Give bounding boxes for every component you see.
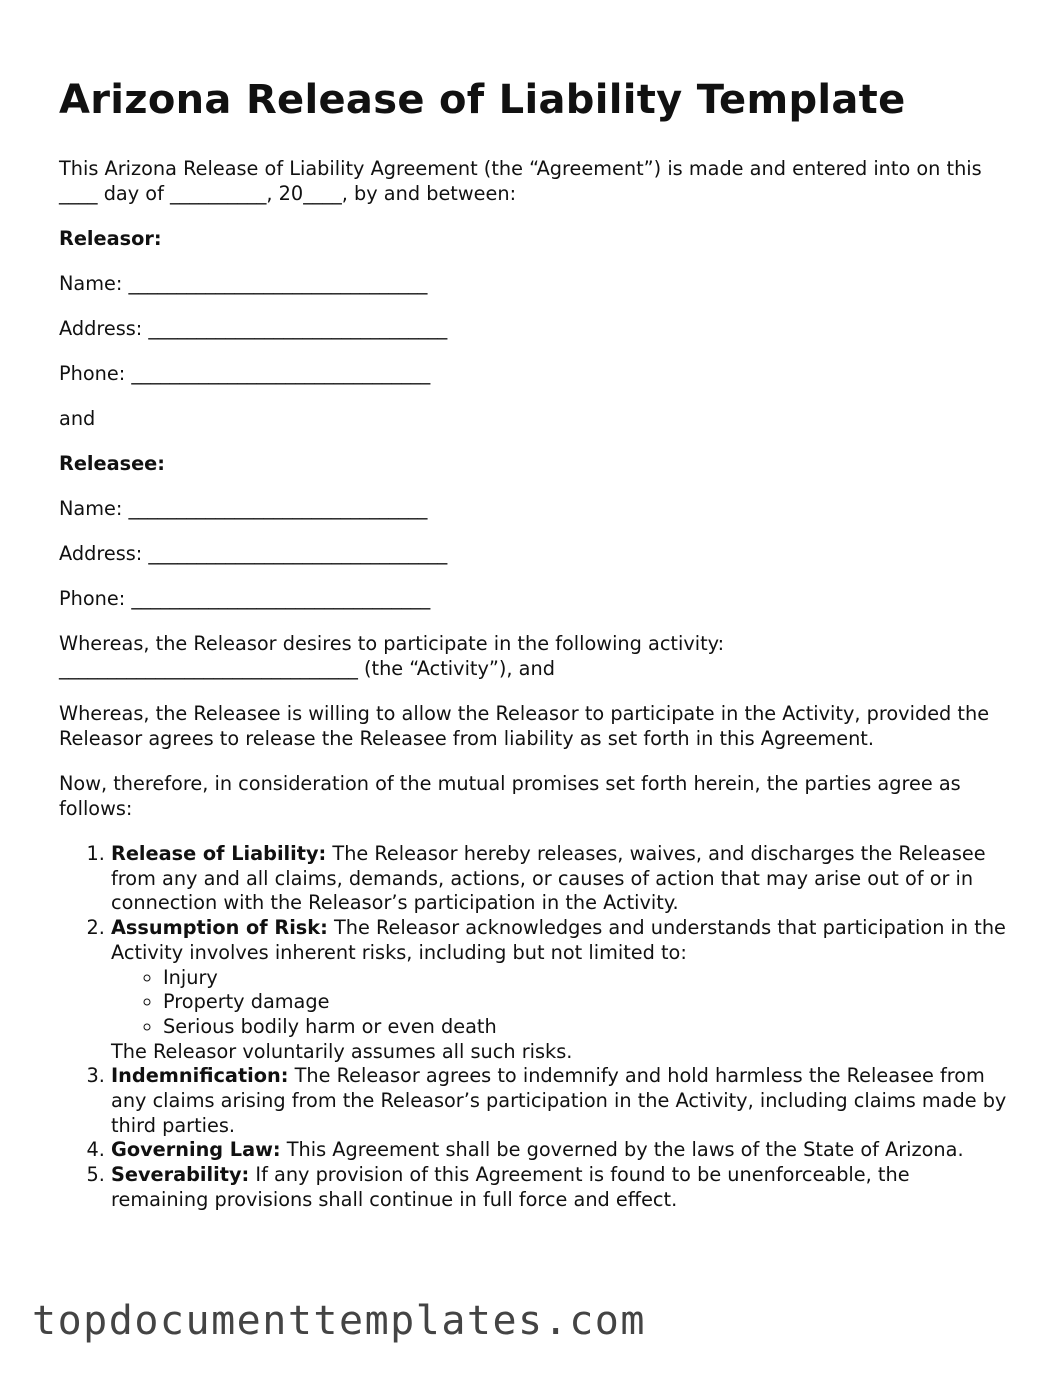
clause-heading: Indemnification: (111, 1064, 289, 1088)
site-watermark: topdocumenttemplates.com (32, 1298, 646, 1344)
clauses-list (59, 842, 1009, 1213)
clause-severability (111, 1163, 1009, 1212)
clause-assumption-of-risk (111, 916, 1009, 1064)
releasor-phone-field: Phone: _______________________________ (59, 362, 431, 385)
clause-heading: Release of Liability: (111, 842, 327, 865)
risks-list (111, 966, 1009, 1040)
clause-indemnification (111, 1064, 1009, 1138)
clause-text: The Releasor acknowledges and understands that participation in the Activity involves inherent risks, including but not limited to: (111, 916, 1006, 964)
whereas-releasee-paragraph: Whereas, the Releasee is willing to allow the Releasor to participate in the Activity, provided the Releasor agrees to release the Releasee from liability as set forth in this Agreement. (59, 702, 990, 750)
releasee-phone-field: Phone: _______________________________ (59, 587, 431, 610)
releasor-address-field: Address: _______________________________ (59, 317, 448, 340)
clause-governing-law (111, 1138, 1009, 1163)
releasee-heading: Releasee: (59, 452, 165, 475)
releasee-address-field: Address: _______________________________ (59, 542, 448, 565)
clause-heading: Governing Law: (111, 1138, 281, 1162)
document-page (59, 72, 1009, 1213)
risk-item: ◦ Serious bodily harm or even death (163, 1015, 1009, 1040)
and-text: and (59, 407, 96, 430)
releasee-name-field: Name: _______________________________ (59, 497, 428, 520)
clause-heading: Assumption of Risk: (111, 916, 328, 940)
clause-after-text: The Releasor voluntarily assumes all such risks. (111, 1039, 573, 1063)
clause-text: This Agreement shall be governed by the laws of the State of Arizona. (280, 1138, 964, 1162)
whereas-activity-paragraph: Whereas, the Releasor desires to participate in the following activity: _______________________________ (the “Activity”), and (59, 632, 725, 680)
releasor-heading: Releasor: (59, 227, 162, 250)
risk-item: ◦ Injury (163, 966, 1009, 991)
clause-release-of-liability (111, 842, 1009, 916)
clause-heading: Severability: (111, 1163, 250, 1187)
clause-text: The Releasor hereby releases, waives, and discharges the Releasee from any and all claims, demands, actions, or causes of action that may arise out of or in connection with the Releasor’s participation in the Activity. (111, 842, 986, 915)
document-title: Arizona Release of Liability Template (59, 77, 906, 123)
risk-item: ◦ Property damage (163, 990, 1009, 1015)
clause-text: If any provision of this Agreement is found to be unenforceable, the remaining provisions shall continue in full force and effect. (111, 1163, 910, 1211)
clause-text: The Releasor agrees to indemnify and hold harmless the Releasee from any claims arising from the Releasor’s participation in the Activity, including claims made by third parties. (111, 1064, 1007, 1137)
releasor-name-field: Name: _______________________________ (59, 272, 428, 295)
now-therefore-paragraph: Now, therefore, in consideration of the mutual promises set forth herein, the parties agree as follows: (59, 772, 961, 820)
intro-paragraph: This Arizona Release of Liability Agreement (the “Agreement”) is made and entered into on this ____ day of __________, 20____, by and between: (59, 157, 982, 205)
